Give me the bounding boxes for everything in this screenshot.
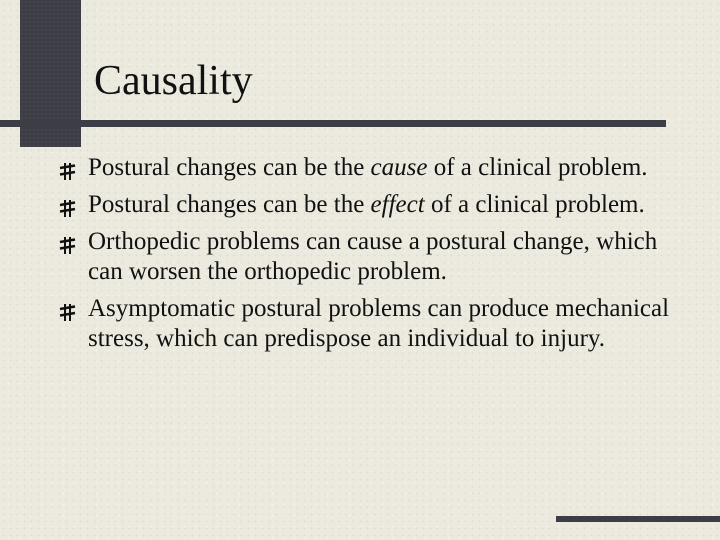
bullet-item [88,153,688,183]
bullet-text-start: Asymptomatic postural problems can produce mechanical stress, which can predispose an individual to injury. [88,295,670,352]
bullet-list [88,153,688,361]
title-divider [0,120,666,127]
hash-bullet-icon [59,236,76,255]
bullet-text-emphasis: cause [370,154,428,181]
bullet-text-end: of a clinical problem. [427,154,648,181]
footer-divider [556,516,720,522]
slide-title: Causality [94,58,253,104]
bullet-text-start: Orthopedic problems can cause a postural change, which can worsen the orthopedic problem. [88,228,658,285]
hash-bullet-icon [59,199,76,218]
bullet-text-start: Postural changes can be the [88,191,371,218]
bullet-item [88,294,688,354]
bullet-text-end: of a clinical problem. [424,191,645,218]
bullet-text-emphasis: effect [370,191,425,218]
bullet-text-start: Postural changes can be the [88,154,371,181]
bullet-item [88,190,688,220]
hash-bullet-icon [59,162,76,181]
bullet-item [88,227,688,287]
hash-bullet-icon [59,303,76,322]
